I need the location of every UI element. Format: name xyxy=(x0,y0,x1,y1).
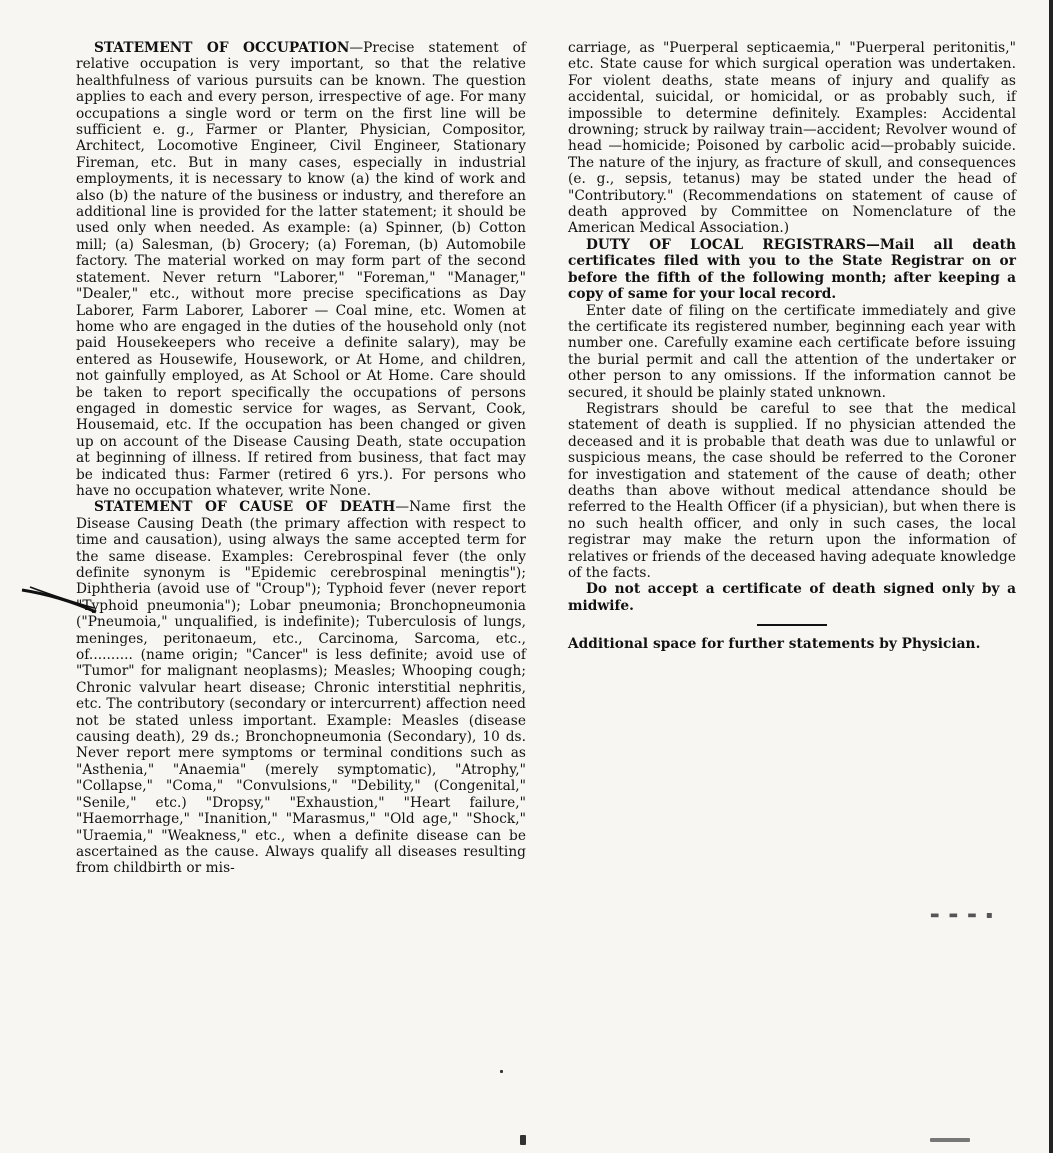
occupation-text: —Precise statement of relative occupation is very important, so that the relative healthfulness of various pursuits can be known. The question applies to each and every person, irrespective of age. For many occupations a single word or term on the first line will be sufficient e. g., Farmer or Planter, Physician, Compositor, Architect, Locomotive Engineer, Civil Engineer, Stationary Fireman, etc. But in many cases, especially in industrial employments, it is necessary to know (a) the kind of work and also (b) the nature of the business or industry, and therefore an additional line is provided for the latter statement; it should be used only when needed. As example: (a) Spinner, (b) Cotton mill; (a) Salesman, (b) Grocery; (a) Foreman, (b) Automobile factory. The material worked on may form part of the second statement. Never return "Laborer," "Foreman," "Manager," "Dealer," etc., without more precise specifications as Day Laborer, Farm Laborer, Laborer — Coal mine, etc. Women at home who are engaged in the duties of the household only (not paid Housekeepers who receive a definite salary), may be entered as Housewife, Housework, or At Home, and children, not gainfully employed, as At School or At Home. Care should be taken to report specifically the occupations of persons engaged in domestic service for wages, as Servant, Cook, Housemaid, etc. If the occupation has been changed or given up on account of the Disease Causing Death, state occupation at beginning of illness. If retired from business, that fact may be indicated thus: Farmer (retired 6 yrs.). For persons who have no occupation whatever, write None. xyxy=(76,40,527,499)
right-column xyxy=(568,40,1016,653)
pointer-arrow-mark xyxy=(20,582,100,622)
cause-continuation: carriage, as "Puerperal septicaemia," "Puerperal peritonitis," etc. State cause for which surgical operation was undertaken. For violent deaths, state means of injury and qualify as accidental, suicidal, or homicidal, or as probably such, if impossible to determine definitely. Examples: Accidental drowning; struck by railway train—accident; Revolver wound of head —homicide; Poisoned by carbolic acid—probably suicide. The nature of the injury, as fracture of skull, and consequences (e. g., sepsis, tetanus) may be stated under the head of "Contributory." (Recommendations on statement of cause of death approved by Committee on Nomenclature of the American Medical Association.) xyxy=(568,40,1016,237)
scan-speck xyxy=(500,1070,503,1073)
section-divider xyxy=(757,624,827,626)
midwife-paragraph: Do not accept a certificate of death signed only by a midwife. xyxy=(568,581,1016,614)
filing-paragraph: Enter date of filing on the certificate immediately and give the certificate its registered number, beginning each year with number one. Carefully examine each certificate before issuing the burial permit and call the attention of the undertaker or other person to any omissions. If the information cannot be secured, it should be plainly stated unknown. xyxy=(568,302,1016,401)
left-column xyxy=(76,40,526,877)
registrars-heading: DUTY OF LOCAL REGISTRARS xyxy=(586,236,867,253)
occupation-paragraph xyxy=(76,40,526,499)
scan-speck xyxy=(930,1138,970,1142)
scan-edge xyxy=(1049,0,1053,1153)
cause-paragraph xyxy=(76,499,526,876)
cause-text: —Name first the Disease Causing Death (the primary affection with respect to time and causation), using always the same accepted term for the same disease. Examples: Cerebrospinal fever (the only definite synonym is "Epidemic cerebrospinal meningtis"); Diphtheria (avoid use of "Croup"); Typhoid fever (never report "Typhoid pneumonia"); Lobar pneumonia; Bronchopneumonia ("Pneumoia," unqualified, is indefinite); Tuberculosis of lungs, meninges, peritonaeum, etc., Carcinoma, Sarcoma, etc., of.......... (name origin; "Cancer" is less definite; avoid use of "Tumor" for malignant neoplasms); Measles; Whooping cough; Chronic valvular heart disease; Chronic interstitial nephritis, etc. The contributory (secondary or intercurrent) affection need not be stated unless important. Example: Measles (disease causing death), 29 ds.; Bronchopneumonia (Secondary), 10 ds. Never report mere symptoms or terminal conditions such as "Asthenia," "Anaemia" (merely symptomatic), "Atrophy," "Collapse," "Coma," "Convulsions," "Debility," (Congenital," "Senile," etc.) "Dropsy," "Exhaustion," "Heart failure," "Haemorrhage," "Inanition," "Marasmus," "Old age," "Shock," "Uraemia," "Weakness," etc., when a definite disease can be ascertained as the cause. Always qualify all diseases resulting from childbirth or mis- xyxy=(76,499,526,877)
registrars-text: —Mail all death certificates filed with you to the State Registrar on or before the fifth of the following month; after keeping a copy of same for your local record. xyxy=(568,236,1016,303)
medical-statement-paragraph: Registrars should be careful to see that the medical statement of death is supplied. If no physician attended the deceased and it is probable that death was due to unlawful or suspicious means, the case should be referred to the Coroner for investigation and statement of the cause of death; other deaths than above without medical attendance should be referred to the Health Officer (if a physician), but when there is no such health officer, and only in such cases, the local registrar may make the return upon the information of relatives or friends of the deceased having adequate knowledge of the facts. xyxy=(568,400,1016,581)
scan-dashes: ▬ ▬ ▬ ▪ xyxy=(930,910,996,921)
cause-heading: STATEMENT OF CAUSE OF DEATH xyxy=(94,499,396,516)
occupation-heading: STATEMENT OF OCCUPATION xyxy=(94,40,350,56)
registrars-paragraph xyxy=(568,237,1016,303)
scan-speck xyxy=(520,1135,526,1145)
additional-space-label: Additional space for further statements by Physician. xyxy=(568,636,981,653)
